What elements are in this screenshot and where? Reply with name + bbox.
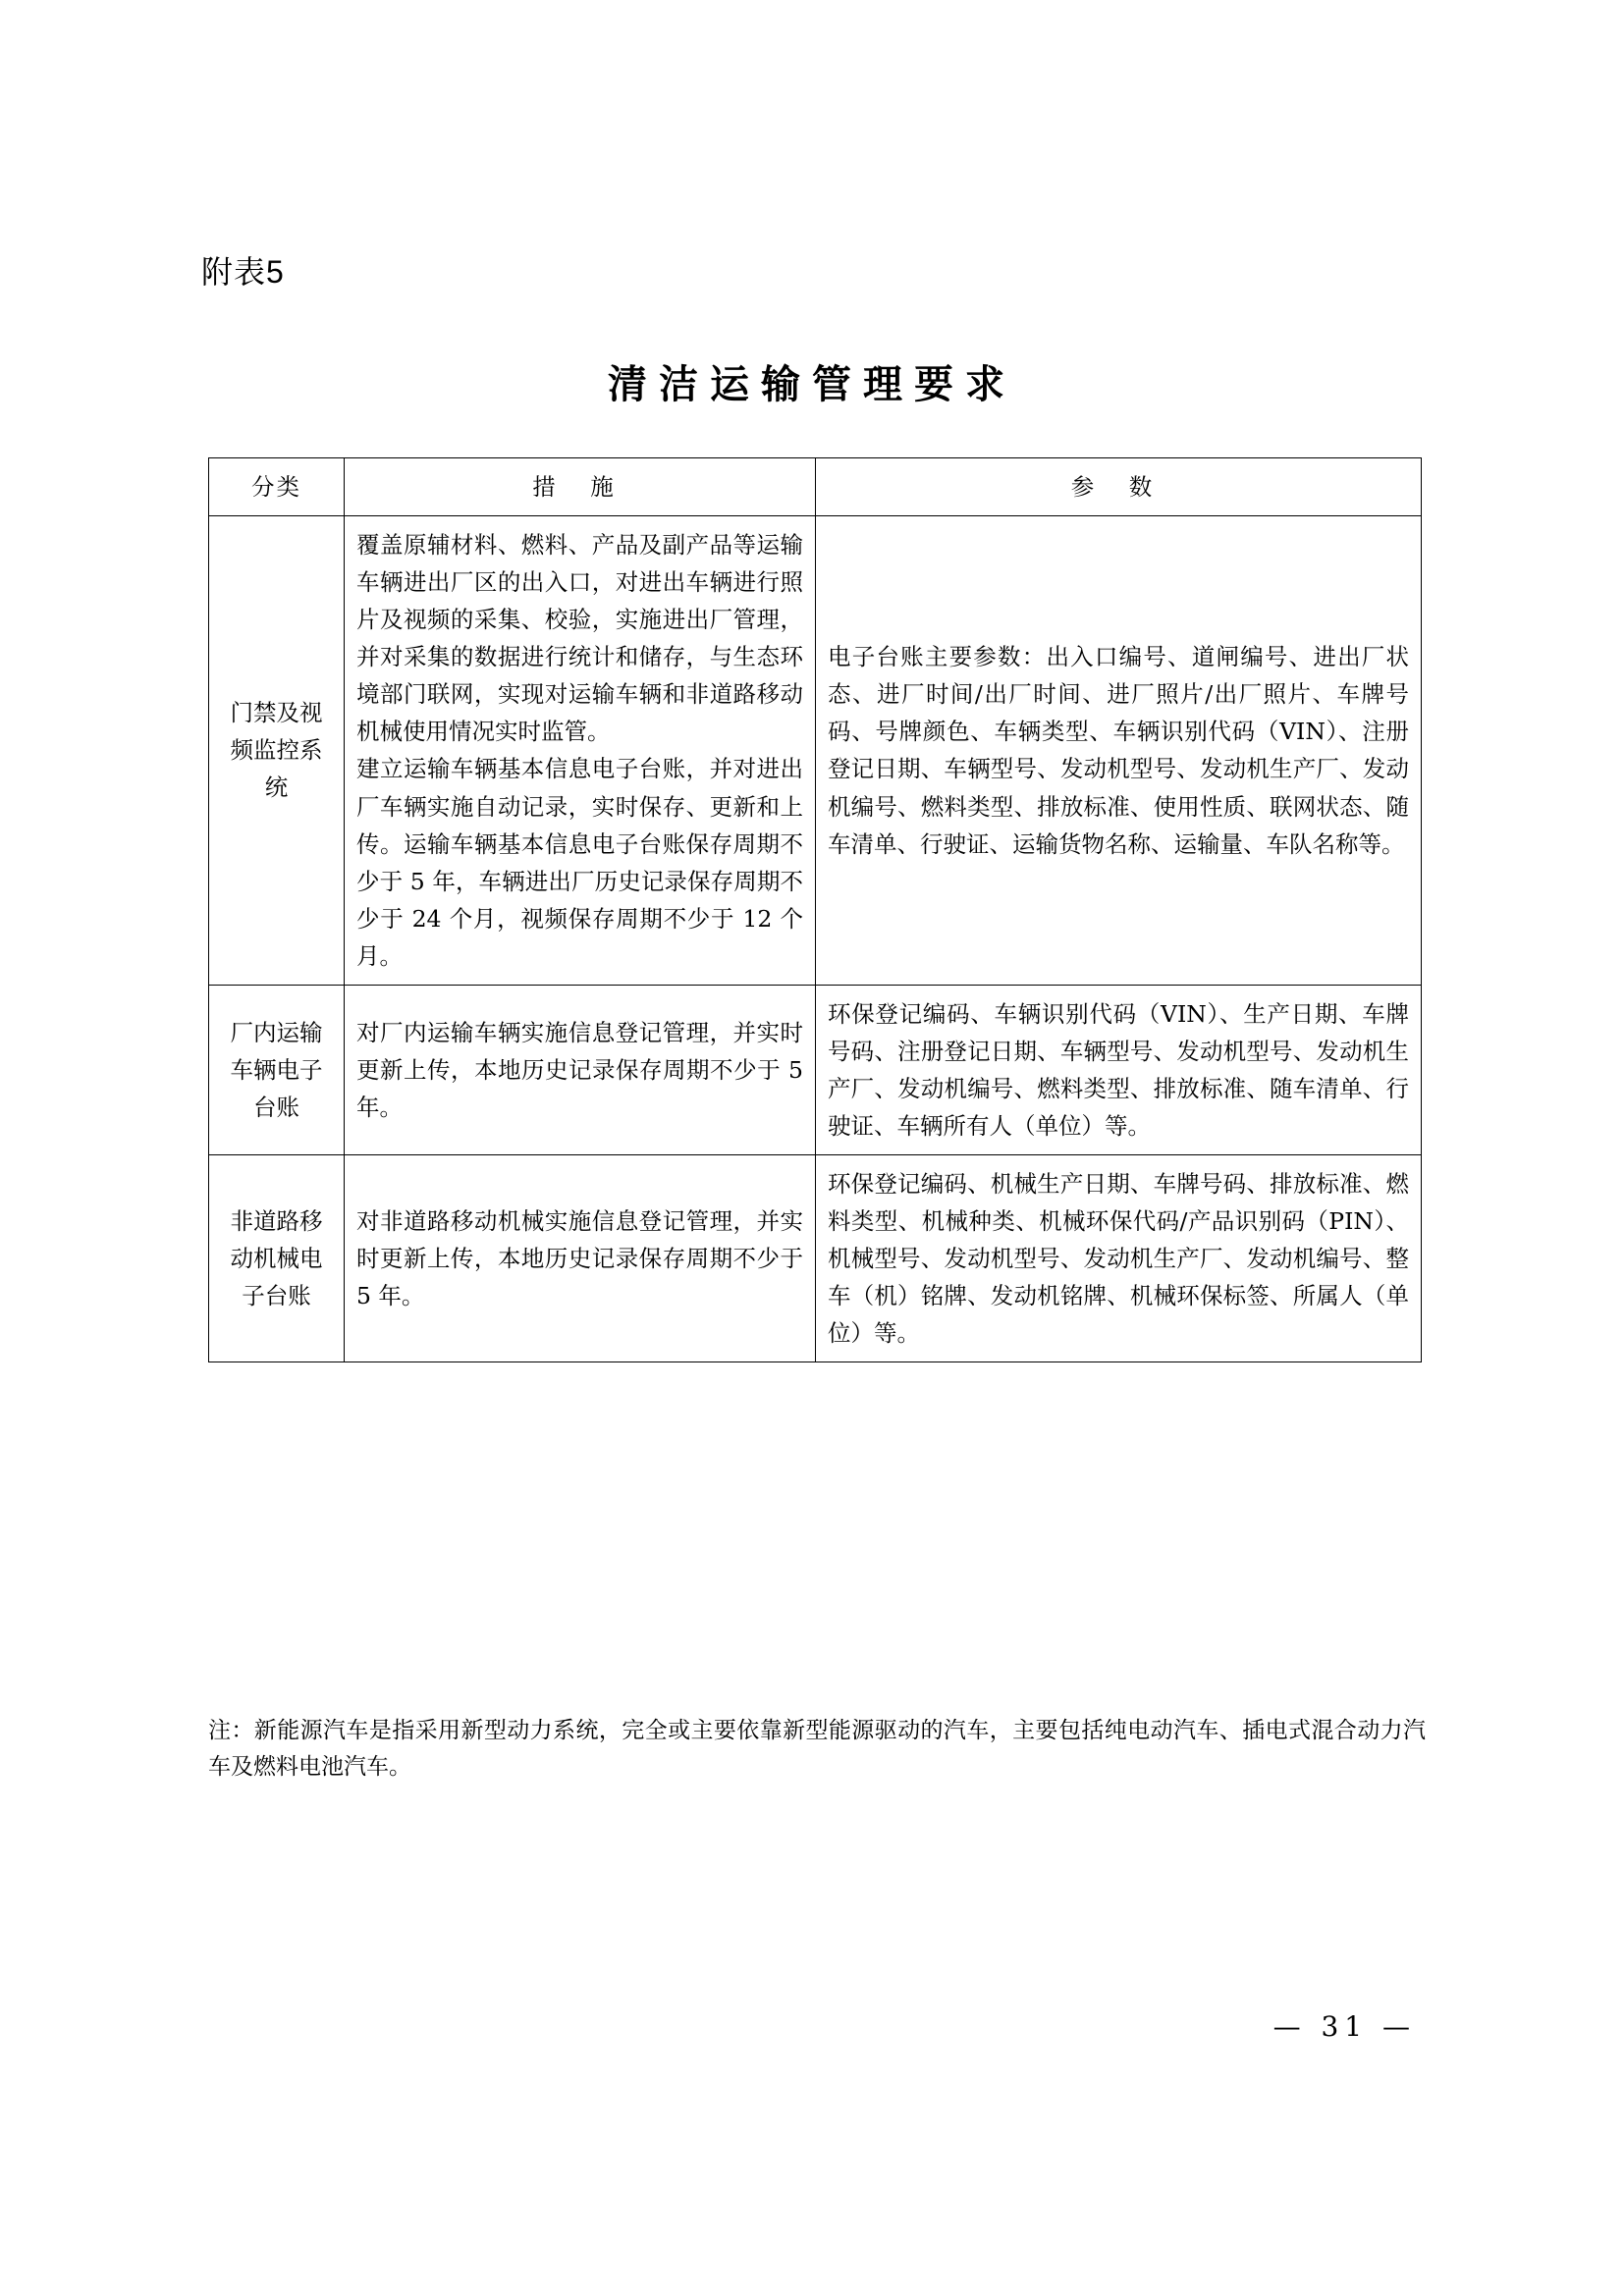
- row-category: 厂内运输车辆电子台账: [209, 985, 345, 1154]
- column-header-category: 分类: [209, 458, 345, 516]
- row-measure: [345, 985, 816, 1154]
- measure-paragraph: 对厂内运输车辆实施信息登记管理，并实时更新上传，本地历史记录保存周期不少于 5 年。: [356, 1018, 803, 1121]
- row-measure: [345, 1155, 816, 1362]
- measure-paragraph: 对非道路移动机械实施信息登记管理，并实时更新上传，本地历史记录保存周期不少于 5 年。: [356, 1207, 803, 1310]
- row-parameter: 环保登记编码、车辆识别代码（VIN）、生产日期、车牌号码、注册登记日期、车辆型号、发动机型号、发动机生产厂、发动机编号、燃料类型、排放标准、随车清单、行驶证、车辆所有人（单位）等。: [816, 985, 1422, 1154]
- table-header-row: [209, 458, 1422, 516]
- row-category: 非道路移动机械电子台账: [209, 1155, 345, 1362]
- table-footnote: 注：新能源汽车是指采用新型动力系统，完全或主要依靠新型能源驱动的汽车，主要包括纯电动汽车、插电式混合动力汽车及燃料电池汽车。: [208, 1717, 1426, 1780]
- row-parameter: 环保登记编码、机械生产日期、车牌号码、排放标准、燃料类型、机械种类、机械环保代码/产品识别码（PIN）、机械型号、发动机型号、发动机生产厂、发动机编号、整车（机）铭牌、发动机铭牌、机械环保标签、所属人（单位）等。: [816, 1155, 1422, 1362]
- page-title: 清洁运输管理要求: [608, 361, 1016, 407]
- table-row: [209, 985, 1422, 1154]
- attachment-label: 附表5: [201, 254, 285, 290]
- row-parameter: 电子台账主要参数：出入口编号、道闸编号、进出厂状态、进厂时间/出厂时间、进厂照片/出厂照片、车牌号码、号牌颜色、车辆类型、车辆识别代码（VIN）、注册登记日期、车辆型号、发动机型号、发动机生产厂、发动机编号、燃料类型、排放标准、使用性质、联网状态、随车清单、行驶证、运输货物名称、运输量、车队名称等。: [816, 516, 1422, 986]
- column-header-parameter: 参 数: [816, 458, 1422, 516]
- clean-transport-requirements-table: [208, 457, 1422, 1362]
- row-measure: [345, 516, 816, 986]
- row-category: 门禁及视频监控系统: [209, 516, 345, 986]
- measure-paragraph: 建立运输车辆基本信息电子台账，并对进出厂车辆实施自动记录，实时保存、更新和上传。运输车辆基本信息电子台账保存周期不少于 5 年，车辆进出厂历史记录保存周期不少于 24 个月，视频保存周期不少于 12 个月。: [356, 755, 803, 970]
- page-number: — 31 —: [1272, 2010, 1416, 2043]
- measure-paragraph: 覆盖原辅材料、燃料、产品及副产品等运输车辆进出厂区的出入口，对进出车辆进行照片及视频的采集、校验，实施进出厂管理，并对采集的数据进行统计和储存，与生态环境部门联网，实现对运输车辆和非道路移动机械使用情况实时监管。: [356, 531, 803, 746]
- table-row: [209, 1155, 1422, 1362]
- column-header-measure: 措 施: [345, 458, 816, 516]
- table-row: [209, 516, 1422, 986]
